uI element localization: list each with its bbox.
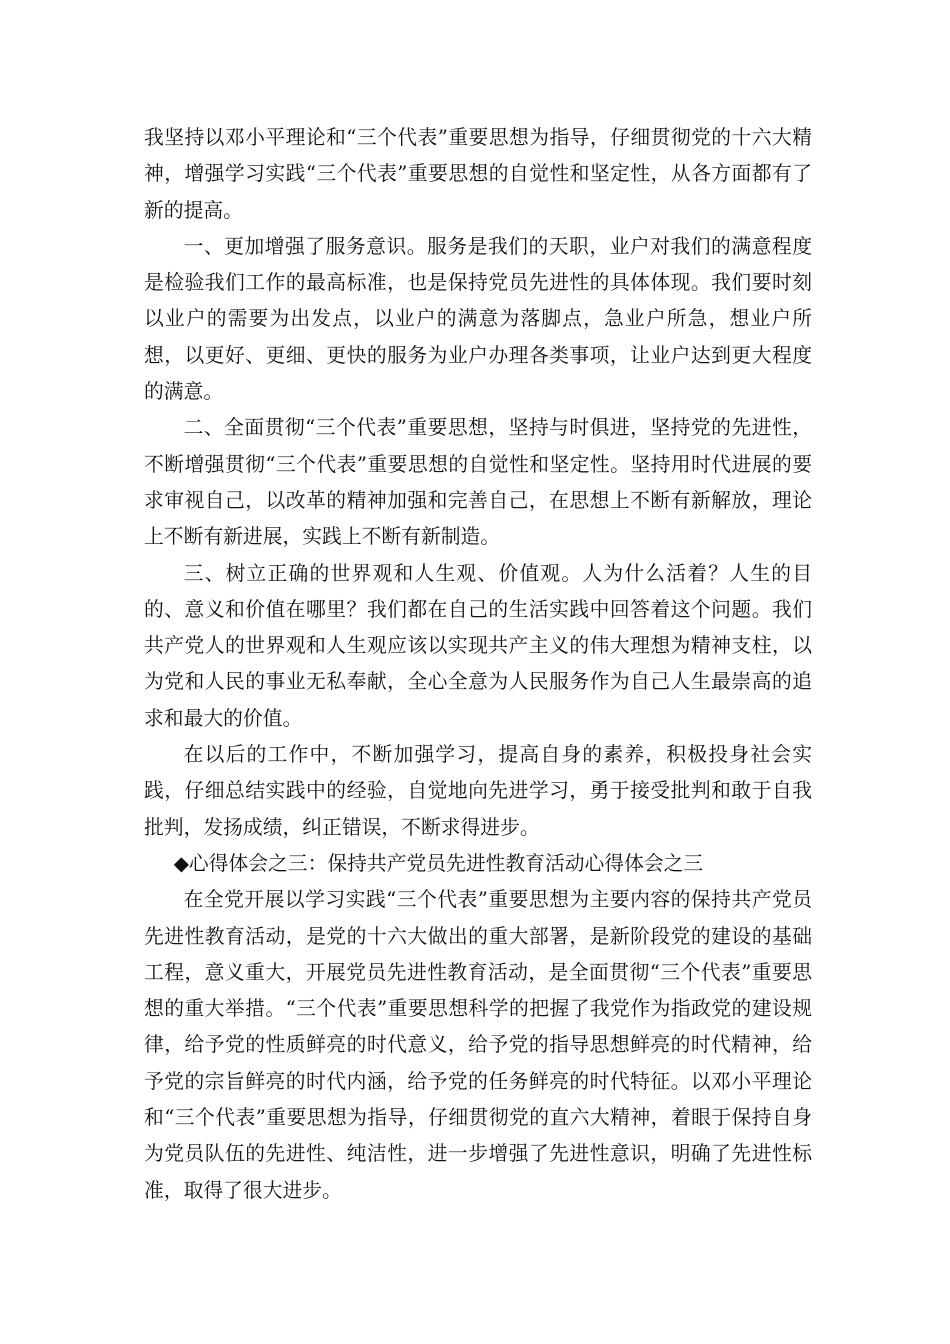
paragraph-point-three: 三、树立正确的世界观和人生观、价值观。人为什么活着？人生的目的、意义和价值在哪里？我们都在自己的生活实践中回答着这个问题。我们共产党人的世界观和人生观应该以实现共产主义的伟大理想为精神支柱，以为党和人民的事业无私奉献，全心全意为人民服务作为自己人生最崇高的追求和最大的价值。 [144,561,812,730]
paragraph-section-three: 在全党开展以学习实践“三个代表”重要思想为主要内容的保持共产党员先进性教育活动，是党的十六大做出的重大部署，是新阶段党的建设的基础工程，意义重大，开展党员先进性教育活动，是全面贯彻“三个代表”重要思想的重大举措。“三个代表”重要思想科学的把握了我党作为指政党的建设规律，给予党的性质鲜亮的时代意义，给予党的指导思想鲜亮的时代精神，给予党的宗旨鲜亮的时代内涵，给予党的任务鲜亮的时代特征。以邓小平理论和“三个代表”重要思想为指导，仔细贯彻党的直六大精神，着眼于保持自身为党员队伍的先进性、纯洁性，进一步增强了先进性意识，明确了先进性标准，取得了很大进步。 [144,888,812,1202]
paragraph-point-two: 二、全面贯彻“三个代表”重要思想，坚持与时俱进，坚持党的先进性，不断增强贯彻“三个代表”重要思想的自觉性和坚定性。坚持用时代进展的要求审视自己，以改革的精神加强和完善自己，在思想上不断有新解放，理论上不断有新进展，实践上不断有新制造。 [144,416,812,549]
paragraph-intro: 我坚持以邓小平理论和“三个代表”重要思想为指导，仔细贯彻党的十六大精神，增强学习实践“三个代表”重要思想的自觉性和坚定性，从各方面都有了新的提高。 [144,126,812,222]
document-body [144,120,812,1209]
section-heading: ◆心得体会之三：保持共产党员先进性教育活动心得体会之三 [173,851,704,875]
paragraph-conclusion: 在以后的工作中，不断加强学习，提高自身的素养，积极投身社会实践，仔细总结实践中的经验，自觉地向先进学习，勇于接受批判和敢于自我批判，发扬成绩，纠正错误，不断求得进步。 [144,743,812,839]
paragraph-point-one: 一、更加增强了服务意识。服务是我们的天职，业户对我们的满意程度是检验我们工作的最高标准，也是保持党员先进性的具体体现。我们要时刻以业户的需要为出发点，以业户的满意为落脚点，急业户所急，想业户所想，以更好、更细、更快的服务为业户办理各类事项，让业户达到更大程度的满意。 [144,234,812,404]
